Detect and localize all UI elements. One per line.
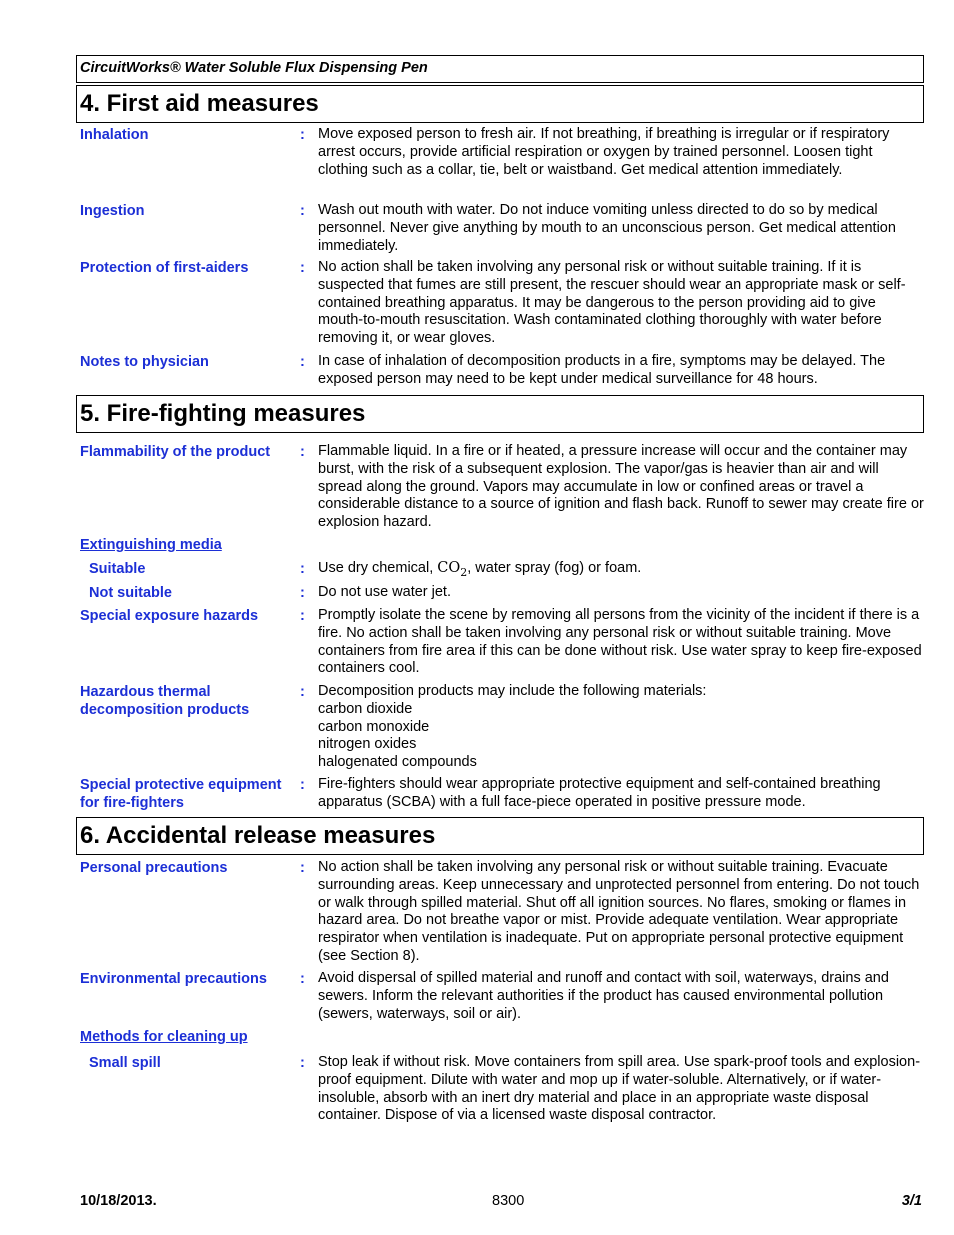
text-suitable-before: Use dry chemical, [318,560,438,576]
section-4-title: 4. First aid measures [76,85,924,123]
text-inhalation: Move exposed person to fresh air. If not breathing, if breathing is irregular or if respiratory arrest occurs, provide artificial respiration or oxygen by trained personnel. Loosen tight clothing such as a collar, tie, belt or waistband. Get medical attention immediately. [318,126,890,178]
text-flammability: Flammable liquid. In a fire or if heated, a pressure increase will occur and the container may burst, with the risk of a subsequent explosion. The vapor/gas is heavier than air and will spread along the ground. Vapors may accumulate in low or confined areas or travel a considerable distance to a source of ignition and flash back. Runoff to sewer may create fire or explosion hazard. [318,443,924,531]
text-protective-equipment: Fire-fighters should wear appropriate protective equipment and self-contained breathing apparatus (SCBA) with a full face-piece operated in positive pressure mode. [318,776,881,810]
label-not-suitable: Not suitable [89,585,172,601]
thermal-item: halogenated compounds [318,754,477,771]
text-suitable-after: , water spray (fog) or foam. [467,560,642,576]
text-not-suitable: Do not use water jet. [318,584,451,600]
row-not-suitable [76,584,924,607]
text-suitable [318,560,924,582]
row-protective-equipment [76,776,924,815]
label-suitable: Suitable [89,561,146,577]
colon: : [300,354,305,370]
row-notes-physician [76,353,924,393]
footer-doc-number: 8300 [492,1193,525,1209]
label-flammability: Flammability of the product [80,444,271,460]
label-notes-physician: Notes to physician [80,354,209,370]
row-thermal-decomposition [76,683,924,776]
row-flammability [76,443,924,536]
text-environmental-precautions: Avoid dispersal of spilled material and runoff and contact with soil, waterways, drains and sewers. Inform the relevant authorities if the product has caused environmental pollution (sewers, waterways, soil or air). [318,970,889,1022]
label-small-spill: Small spill [89,1055,161,1071]
text-protection-first-aiders: No action shall be taken involving any personal risk or without suitable training. If it is suspected that fumes are still present, the rescuer should wear an appropriate mask or self-contained breathing apparatus. It may be dangerous to the person providing aid to give mouth-to-mouth resuscitation. Wash contaminated clothing thoroughly with water before removing it, or wear gloves. [318,259,906,347]
text-thermal-decomposition [318,683,924,772]
colon: : [300,585,305,601]
colon: : [300,971,305,987]
heading-methods-cleaning: Methods for cleaning up [80,1029,248,1045]
thermal-intro: Decomposition products may include the following materials: [318,683,707,699]
colon: : [300,203,305,219]
label-personal-precautions: Personal precautions [80,860,228,876]
row-small-spill [76,1054,924,1130]
section-5-title: 5. Fire-fighting measures [76,395,924,433]
section-6-title: 6. Accidental release measures [76,817,924,855]
colon: : [300,260,305,276]
sds-page [76,55,924,1130]
heading-extinguishing-media: Extinguishing media [80,537,222,553]
thermal-item: carbon monoxide [318,718,430,735]
colon: : [300,608,305,624]
thermal-item: nitrogen oxides [318,736,417,753]
row-environmental-precautions [76,970,924,1028]
footer-date: 10/18/2013. [80,1193,157,1209]
label-protective-equipment: Special protective equipment for fire-fighters [80,777,282,811]
text-small-spill: Stop leak if without risk. Move containers from spill area. Use spark-proof tools and explosion-proof equipment. Dilute with water and mop up if water-soluble. Alternatively, or if water-insoluble, absorb with an inert dry material and place in an appropriate waste disposal container. Dispose of via a licensed waste disposal contractor. [318,1054,921,1124]
row-suitable [76,560,924,584]
row-personal-precautions [76,859,924,970]
row-inhalation [76,126,924,202]
label-special-exposure: Special exposure hazards [80,608,259,624]
row-ingestion [76,202,924,259]
colon: : [300,860,305,876]
label-ingestion: Ingestion [80,203,145,219]
text-personal-precautions: No action shall be taken involving any personal risk or without suitable training. Evacuate surrounding areas. Keep unnecessary and unprotected personnel from entering. Do not touch or walk through spilled material. Shut off all ignition sources. No flares, smoking or flames in hazard area. Do not breathe vapor or mist. Provide adequate ventilation. Wear appropriate respirator when ventilation is inadequate. Put on appropriate personal protective equipment (see Section 8). [318,859,920,964]
colon: : [300,684,305,700]
row-methods-cleaning [76,1028,924,1054]
label-environmental-precautions: Environmental precautions [80,971,267,987]
row-extinguishing-media [76,536,924,560]
row-protection-first-aiders [76,259,924,353]
thermal-item: carbon dioxide [318,700,413,717]
colon: : [300,127,305,143]
colon: : [300,1055,305,1071]
colon: : [300,561,305,577]
label-inhalation: Inhalation [80,127,149,143]
co2-formula: $CO_2$ [437,560,468,579]
row-special-exposure [76,607,924,683]
label-thermal-decomposition: Hazardous thermal decomposition products [80,684,250,718]
text-ingestion: Wash out mouth with water. Do not induce vomiting unless directed to do so by medical personnel. Never give anything by mouth to an unconscious person. Get medical attention immediately. [318,202,896,254]
text-notes-physician: In case of inhalation of decomposition products in a fire, symptoms may be delayed. The exposed person may need to be kept under medical surveillance for 48 hours. [318,353,886,387]
text-special-exposure: Promptly isolate the scene by removing all persons from the vicinity of the incident if there is a fire. No action shall be taken involving any personal risk or without suitable training. Move containers from fire area if this can be done without risk. Use water spray to keep fire-exposed containers cool. [318,607,922,677]
product-header: CircuitWorks® Water Soluble Flux Dispensing Pen [76,55,924,83]
footer-page-number: 3/1 [901,1193,922,1209]
label-protection-first-aiders: Protection of first-aiders [80,260,249,276]
colon: : [300,777,305,793]
colon: : [300,444,305,460]
